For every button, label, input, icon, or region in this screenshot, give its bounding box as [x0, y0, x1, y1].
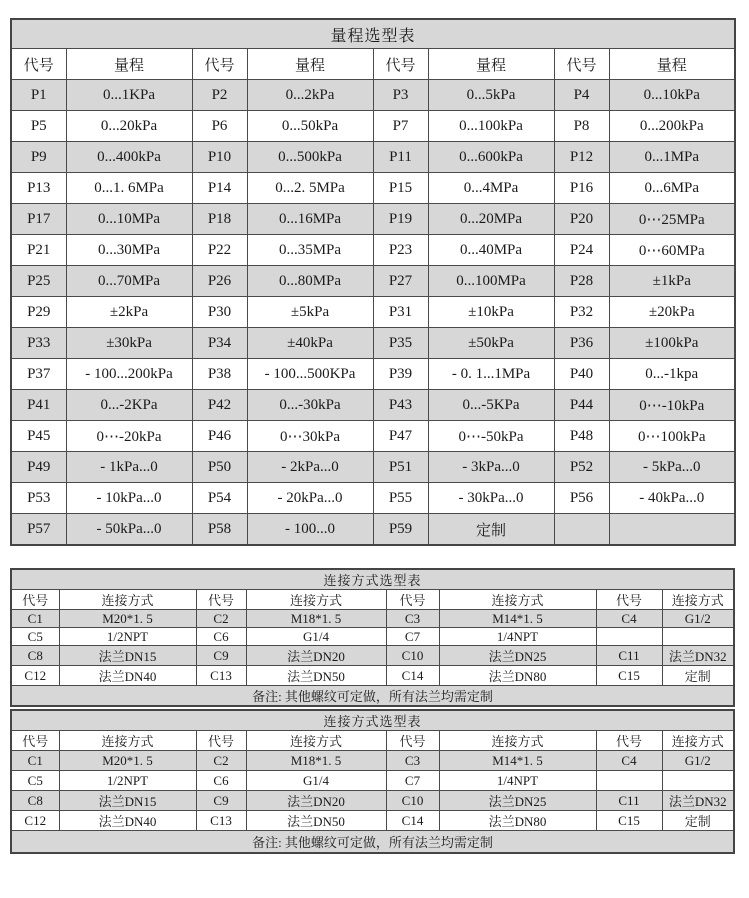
column-header: 代号 [11, 731, 59, 751]
table-row [11, 666, 734, 686]
table-title: 量程选型表 [11, 19, 735, 49]
value-cell: - 100...500KPa [247, 359, 373, 390]
code-cell: P43 [373, 390, 428, 421]
value-cell: 法兰DN15 [59, 791, 196, 811]
code-cell: C2 [196, 610, 246, 628]
value-cell: 法兰DN15 [59, 646, 196, 666]
code-cell: P6 [192, 111, 247, 142]
code-cell: P35 [373, 328, 428, 359]
table-header-row [11, 731, 734, 751]
value-cell: M18*1. 5 [246, 610, 386, 628]
value-cell: 0⋯-50kPa [428, 421, 554, 452]
code-cell: C7 [386, 628, 439, 646]
code-cell: P32 [554, 297, 609, 328]
code-cell: P57 [11, 514, 66, 546]
code-cell: C4 [596, 610, 662, 628]
value-cell: 0⋯30kPa [247, 421, 373, 452]
value-cell: - 20kPa...0 [247, 483, 373, 514]
value-cell: 0...2. 5MPa [247, 173, 373, 204]
code-cell: C11 [596, 646, 662, 666]
value-cell: ±50kPa [428, 328, 554, 359]
table-row [11, 111, 735, 142]
table-row [11, 483, 735, 514]
column-header: 代号 [596, 590, 662, 610]
value-cell: - 10kPa...0 [66, 483, 192, 514]
table-header-row [11, 49, 735, 80]
code-cell: P49 [11, 452, 66, 483]
range-table-body [11, 80, 735, 546]
code-cell: C8 [11, 646, 59, 666]
spec-sheet [0, 18, 749, 898]
connection-table-body [11, 751, 734, 831]
value-cell: 1/4NPT [439, 628, 596, 646]
empty-cell [554, 514, 609, 546]
value-cell: M18*1. 5 [246, 751, 386, 771]
code-cell: P55 [373, 483, 428, 514]
code-cell: P30 [192, 297, 247, 328]
code-cell: C2 [196, 751, 246, 771]
empty-cell [609, 514, 735, 546]
code-cell: P31 [373, 297, 428, 328]
code-cell: P18 [192, 204, 247, 235]
value-cell: 0...200kPa [609, 111, 735, 142]
table-row [11, 173, 735, 204]
code-cell: P1 [11, 80, 66, 111]
note-text: 备注: 其他螺纹可定做，所有法兰均需定制 [11, 686, 734, 707]
value-cell: 0⋯-10kPa [609, 390, 735, 421]
column-header: 连接方式 [246, 731, 386, 751]
code-cell: P40 [554, 359, 609, 390]
value-cell: 0...6MPa [609, 173, 735, 204]
value-cell: 法兰DN80 [439, 811, 596, 831]
value-cell: 1/2NPT [59, 771, 196, 791]
code-cell: C8 [11, 791, 59, 811]
code-cell: P56 [554, 483, 609, 514]
code-cell: C11 [596, 791, 662, 811]
value-cell: ±30kPa [66, 328, 192, 359]
value-cell: 0...-30kPa [247, 390, 373, 421]
value-cell: 0...50kPa [247, 111, 373, 142]
value-cell: 0...100kPa [428, 111, 554, 142]
value-cell: 0⋯25MPa [609, 204, 735, 235]
table-row [11, 646, 734, 666]
table-row [11, 266, 735, 297]
empty-cell [596, 628, 662, 646]
table-row [11, 142, 735, 173]
value-cell: 法兰DN25 [439, 646, 596, 666]
value-cell: 0...40MPa [428, 235, 554, 266]
code-cell: P33 [11, 328, 66, 359]
table-header-row [11, 590, 734, 610]
value-cell: M14*1. 5 [439, 610, 596, 628]
connection-selection-table-2 [10, 709, 735, 854]
value-cell: 0...30MPa [66, 235, 192, 266]
code-cell: C15 [596, 811, 662, 831]
code-cell: P34 [192, 328, 247, 359]
value-cell: - 100...200kPa [66, 359, 192, 390]
value-cell: 定制 [662, 666, 734, 686]
code-cell: C9 [196, 646, 246, 666]
code-cell: C9 [196, 791, 246, 811]
code-cell: P15 [373, 173, 428, 204]
code-cell: P53 [11, 483, 66, 514]
code-cell: C1 [11, 610, 59, 628]
table-title: 连接方式选型表 [11, 569, 734, 590]
value-cell: - 0. 1...1MPa [428, 359, 554, 390]
value-cell: 0...-2KPa [66, 390, 192, 421]
column-header: 代号 [11, 590, 59, 610]
table-row [11, 811, 734, 831]
code-cell: C14 [386, 666, 439, 686]
code-cell: P20 [554, 204, 609, 235]
value-cell: 0...10kPa [609, 80, 735, 111]
code-cell: P22 [192, 235, 247, 266]
column-header: 量程 [609, 49, 735, 80]
value-cell: 0...1MPa [609, 142, 735, 173]
value-cell: 法兰DN50 [246, 666, 386, 686]
value-cell: G1/2 [662, 751, 734, 771]
code-cell: P28 [554, 266, 609, 297]
value-cell: 0...1KPa [66, 80, 192, 111]
column-header: 代号 [596, 731, 662, 751]
code-cell: C3 [386, 751, 439, 771]
table-row [11, 297, 735, 328]
value-cell: 法兰DN20 [246, 791, 386, 811]
code-cell: P41 [11, 390, 66, 421]
code-cell: P52 [554, 452, 609, 483]
column-header: 量程 [66, 49, 192, 80]
value-cell: G1/4 [246, 628, 386, 646]
code-cell: P51 [373, 452, 428, 483]
column-header: 代号 [386, 731, 439, 751]
table-title-row [11, 569, 734, 590]
table-row [11, 628, 734, 646]
code-cell: P38 [192, 359, 247, 390]
code-cell: P48 [554, 421, 609, 452]
code-cell: P13 [11, 173, 66, 204]
table-row [11, 80, 735, 111]
code-cell: P44 [554, 390, 609, 421]
value-cell: 法兰DN80 [439, 666, 596, 686]
connection-table-body [11, 610, 734, 686]
code-cell: P54 [192, 483, 247, 514]
value-cell: 0...16MPa [247, 204, 373, 235]
table-row [11, 204, 735, 235]
code-cell: P16 [554, 173, 609, 204]
table-row [11, 610, 734, 628]
column-header: 代号 [196, 590, 246, 610]
table-row [11, 771, 734, 791]
code-cell: P5 [11, 111, 66, 142]
code-cell: C13 [196, 666, 246, 686]
value-cell: 0...1. 6MPa [66, 173, 192, 204]
code-cell: P7 [373, 111, 428, 142]
value-cell: 法兰DN50 [246, 811, 386, 831]
code-cell: P45 [11, 421, 66, 452]
note-text: 备注: 其他螺纹可定做，所有法兰均需定制 [11, 831, 734, 854]
code-cell: C7 [386, 771, 439, 791]
column-header: 代号 [192, 49, 247, 80]
value-cell: 法兰DN40 [59, 811, 196, 831]
code-cell: P23 [373, 235, 428, 266]
code-cell: P27 [373, 266, 428, 297]
value-cell: 0...100MPa [428, 266, 554, 297]
code-cell: P50 [192, 452, 247, 483]
column-header: 连接方式 [246, 590, 386, 610]
empty-cell [662, 628, 734, 646]
table-row [11, 751, 734, 771]
value-cell: 0...500kPa [247, 142, 373, 173]
value-cell: 法兰DN32 [662, 791, 734, 811]
value-cell: 定制 [662, 811, 734, 831]
value-cell: M20*1. 5 [59, 610, 196, 628]
table-row [11, 328, 735, 359]
code-cell: C1 [11, 751, 59, 771]
value-cell: 1/4NPT [439, 771, 596, 791]
value-cell: 0⋯-20kPa [66, 421, 192, 452]
code-cell: P46 [192, 421, 247, 452]
code-cell: C10 [386, 646, 439, 666]
table-title: 连接方式选型表 [11, 710, 734, 731]
value-cell: 法兰DN25 [439, 791, 596, 811]
code-cell: P17 [11, 204, 66, 235]
value-cell: 0...-1kpa [609, 359, 735, 390]
connection-selection-table-1 [10, 568, 735, 707]
value-cell: ±1kPa [609, 266, 735, 297]
value-cell: 法兰DN20 [246, 646, 386, 666]
value-cell: 0...70MPa [66, 266, 192, 297]
value-cell: 0...400kPa [66, 142, 192, 173]
table-row [11, 390, 735, 421]
column-header: 连接方式 [662, 590, 734, 610]
code-cell: P25 [11, 266, 66, 297]
code-cell: P8 [554, 111, 609, 142]
value-cell: ±10kPa [428, 297, 554, 328]
value-cell: - 5kPa...0 [609, 452, 735, 483]
value-cell: ±20kPa [609, 297, 735, 328]
code-cell: P21 [11, 235, 66, 266]
code-cell: C3 [386, 610, 439, 628]
column-header: 连接方式 [59, 590, 196, 610]
value-cell: 0...35MPa [247, 235, 373, 266]
value-cell: 0...10MPa [66, 204, 192, 235]
table-title-row [11, 710, 734, 731]
value-cell: 0...2kPa [247, 80, 373, 111]
code-cell: P14 [192, 173, 247, 204]
code-cell: P3 [373, 80, 428, 111]
value-cell: ±2kPa [66, 297, 192, 328]
code-cell: P36 [554, 328, 609, 359]
table-title-row [11, 19, 735, 49]
value-cell: G1/2 [662, 610, 734, 628]
value-cell: ±40kPa [247, 328, 373, 359]
value-cell: - 1kPa...0 [66, 452, 192, 483]
code-cell: P19 [373, 204, 428, 235]
column-header: 代号 [554, 49, 609, 80]
code-cell: C12 [11, 811, 59, 831]
value-cell: - 2kPa...0 [247, 452, 373, 483]
code-cell: P2 [192, 80, 247, 111]
value-cell: ±5kPa [247, 297, 373, 328]
code-cell: P29 [11, 297, 66, 328]
code-cell: P4 [554, 80, 609, 111]
code-cell: C5 [11, 628, 59, 646]
column-header: 连接方式 [59, 731, 196, 751]
code-cell: C6 [196, 771, 246, 791]
code-cell: P59 [373, 514, 428, 546]
column-header: 量程 [247, 49, 373, 80]
value-cell: 0...80MPa [247, 266, 373, 297]
table-row [11, 421, 735, 452]
column-header: 代号 [373, 49, 428, 80]
value-cell: 法兰DN32 [662, 646, 734, 666]
column-header: 连接方式 [439, 590, 596, 610]
code-cell: P42 [192, 390, 247, 421]
code-cell: C13 [196, 811, 246, 831]
value-cell: 0...4MPa [428, 173, 554, 204]
value-cell: 定制 [428, 514, 554, 546]
value-cell: 0...20kPa [66, 111, 192, 142]
value-cell: - 40kPa...0 [609, 483, 735, 514]
column-header: 量程 [428, 49, 554, 80]
code-cell: C15 [596, 666, 662, 686]
table-row [11, 235, 735, 266]
value-cell: 0...600kPa [428, 142, 554, 173]
table-row [11, 359, 735, 390]
value-cell: 1/2NPT [59, 628, 196, 646]
note-row [11, 831, 734, 854]
value-cell: 0⋯60MPa [609, 235, 735, 266]
column-header: 代号 [386, 590, 439, 610]
table-row [11, 791, 734, 811]
column-header: 代号 [11, 49, 66, 80]
value-cell: - 30kPa...0 [428, 483, 554, 514]
value-cell: 0...-5KPa [428, 390, 554, 421]
value-cell: ±100kPa [609, 328, 735, 359]
empty-cell [662, 771, 734, 791]
note-row [11, 686, 734, 707]
value-cell: - 100...0 [247, 514, 373, 546]
table-row [11, 514, 735, 546]
value-cell: - 50kPa...0 [66, 514, 192, 546]
code-cell: C14 [386, 811, 439, 831]
code-cell: P39 [373, 359, 428, 390]
range-selection-table [10, 18, 736, 546]
value-cell: G1/4 [246, 771, 386, 791]
value-cell: M20*1. 5 [59, 751, 196, 771]
code-cell: P47 [373, 421, 428, 452]
column-header: 连接方式 [439, 731, 596, 751]
code-cell: P11 [373, 142, 428, 173]
value-cell: 法兰DN40 [59, 666, 196, 686]
code-cell: P10 [192, 142, 247, 173]
value-cell: - 3kPa...0 [428, 452, 554, 483]
column-header: 连接方式 [662, 731, 734, 751]
empty-cell [596, 771, 662, 791]
code-cell: P24 [554, 235, 609, 266]
code-cell: P58 [192, 514, 247, 546]
code-cell: P26 [192, 266, 247, 297]
code-cell: P12 [554, 142, 609, 173]
value-cell: 0⋯100kPa [609, 421, 735, 452]
table-row [11, 452, 735, 483]
code-cell: C10 [386, 791, 439, 811]
code-cell: C6 [196, 628, 246, 646]
value-cell: M14*1. 5 [439, 751, 596, 771]
code-cell: C12 [11, 666, 59, 686]
column-header: 代号 [196, 731, 246, 751]
value-cell: 0...5kPa [428, 80, 554, 111]
value-cell: 0...20MPa [428, 204, 554, 235]
code-cell: P37 [11, 359, 66, 390]
code-cell: C5 [11, 771, 59, 791]
code-cell: P9 [11, 142, 66, 173]
code-cell: C4 [596, 751, 662, 771]
